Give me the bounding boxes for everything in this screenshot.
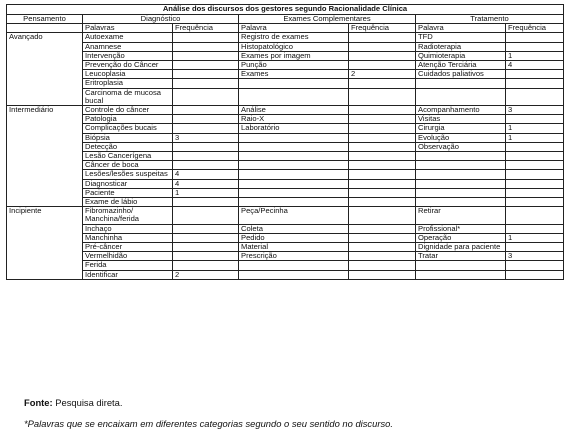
- frequency-cell: [173, 243, 239, 252]
- word-cell: Laboratório: [239, 124, 349, 133]
- table-row: [7, 51, 564, 60]
- word-cell: [416, 88, 506, 105]
- frequency-cell: [349, 243, 416, 252]
- table-row: [7, 188, 564, 197]
- table-row: [7, 61, 564, 70]
- word-cell: Controle do câncer: [83, 106, 173, 115]
- frequency-cell: 1: [506, 233, 564, 242]
- word-cell: [416, 198, 506, 207]
- word-cell: Ferida: [83, 261, 173, 270]
- frequency-cell: 3: [173, 133, 239, 142]
- word-cell: [239, 170, 349, 179]
- word-cell: [239, 88, 349, 105]
- word-cell: Biópsia: [83, 133, 173, 142]
- table-row: [7, 233, 564, 242]
- header-exames: Exames Complementares: [239, 15, 416, 24]
- table-row: [7, 198, 564, 207]
- word-cell: Exames: [239, 70, 349, 79]
- frequency-cell: [349, 61, 416, 70]
- frequency-cell: [349, 198, 416, 207]
- frequency-cell: [173, 106, 239, 115]
- table-row: [7, 170, 564, 179]
- word-cell: [416, 270, 506, 279]
- frequency-cell: [349, 252, 416, 261]
- word-cell: Punção: [239, 61, 349, 70]
- table-row: [7, 115, 564, 124]
- sub-header-diag-palavras: Palavras: [83, 24, 173, 33]
- word-cell: Anamnese: [83, 42, 173, 51]
- word-cell: Diagnosticar: [83, 179, 173, 188]
- frequency-cell: [173, 161, 239, 170]
- frequency-cell: [349, 233, 416, 242]
- table-row: [7, 133, 564, 142]
- sub-header-diag-freq: Frequência: [173, 24, 239, 33]
- frequency-cell: [506, 115, 564, 124]
- frequency-cell: [506, 243, 564, 252]
- word-cell: Vermelhidão: [83, 252, 173, 261]
- word-cell: [239, 179, 349, 188]
- frequency-cell: 2: [349, 70, 416, 79]
- frequency-cell: [173, 33, 239, 42]
- word-cell: Detecção: [83, 142, 173, 151]
- word-cell: Complicações bucais: [83, 124, 173, 133]
- frequency-cell: [349, 51, 416, 60]
- word-cell: TFD: [416, 33, 506, 42]
- word-cell: [416, 161, 506, 170]
- word-cell: Profissional*: [416, 224, 506, 233]
- frequency-cell: [506, 207, 564, 224]
- frequency-cell: [349, 79, 416, 88]
- frequency-cell: [173, 61, 239, 70]
- frequency-cell: [349, 133, 416, 142]
- word-cell: Lesões/lesões suspeitas: [83, 170, 173, 179]
- word-cell: Câncer de boca: [83, 161, 173, 170]
- frequency-cell: [506, 70, 564, 79]
- table-row: [7, 70, 564, 79]
- frequency-cell: [173, 51, 239, 60]
- frequency-cell: [349, 161, 416, 170]
- table-row: [7, 224, 564, 233]
- frequency-cell: [506, 142, 564, 151]
- word-cell: Paciente: [83, 188, 173, 197]
- word-cell: [239, 133, 349, 142]
- word-cell: Atenção Terciária: [416, 61, 506, 70]
- frequency-cell: 2: [173, 270, 239, 279]
- word-cell: [239, 270, 349, 279]
- word-cell: Quimioterapia: [416, 51, 506, 60]
- frequency-cell: [506, 261, 564, 270]
- word-cell: [239, 261, 349, 270]
- word-cell: Material: [239, 243, 349, 252]
- frequency-cell: [173, 233, 239, 242]
- word-cell: Manchinha: [83, 233, 173, 242]
- word-cell: Fibromazinho/ Manchina/ferida: [83, 207, 173, 224]
- table-row: [7, 79, 564, 88]
- word-cell: Autoexame: [83, 33, 173, 42]
- frequency-cell: [349, 170, 416, 179]
- frequency-cell: 4: [506, 61, 564, 70]
- word-cell: Dignidade para paciente: [416, 243, 506, 252]
- frequency-cell: [173, 261, 239, 270]
- word-cell: Inchaço: [83, 224, 173, 233]
- word-cell: Intervenção: [83, 51, 173, 60]
- word-cell: Lesão Cancerígena: [83, 152, 173, 161]
- frequency-cell: [349, 152, 416, 161]
- word-cell: Observação: [416, 142, 506, 151]
- frequency-cell: [506, 198, 564, 207]
- word-cell: Prescrição: [239, 252, 349, 261]
- frequency-cell: [506, 33, 564, 42]
- frequency-cell: [349, 115, 416, 124]
- word-cell: [239, 79, 349, 88]
- word-cell: Pedido: [239, 233, 349, 242]
- table-title: Análise dos discursos dos gestores segundo Racionalidade Clínica: [7, 5, 564, 15]
- frequency-cell: [506, 152, 564, 161]
- source-label: Fonte:: [24, 397, 53, 408]
- frequency-cell: [506, 224, 564, 233]
- group-label: Avançado: [7, 33, 83, 106]
- word-cell: Histopatológico: [239, 42, 349, 51]
- word-cell: Cirurgia: [416, 124, 506, 133]
- frequency-cell: [349, 207, 416, 224]
- frequency-cell: 4: [173, 179, 239, 188]
- table-row: [7, 124, 564, 133]
- table-row: [7, 88, 564, 105]
- frequency-cell: 3: [506, 252, 564, 261]
- discourse-analysis-table: [6, 4, 564, 280]
- table-row: [7, 243, 564, 252]
- word-cell: Exames por imagem: [239, 51, 349, 60]
- frequency-cell: [173, 124, 239, 133]
- word-cell: [239, 161, 349, 170]
- source-line: [24, 397, 122, 408]
- word-cell: [239, 188, 349, 197]
- word-cell: Radioterapia: [416, 42, 506, 51]
- word-cell: Identificar: [83, 270, 173, 279]
- frequency-cell: [349, 142, 416, 151]
- word-cell: Análise: [239, 106, 349, 115]
- frequency-cell: [349, 261, 416, 270]
- frequency-cell: [506, 270, 564, 279]
- word-cell: Exame de lábio: [83, 198, 173, 207]
- frequency-cell: [173, 79, 239, 88]
- header-pensamento: Pensamento: [7, 15, 83, 24]
- frequency-cell: 1: [506, 124, 564, 133]
- frequency-cell: [173, 115, 239, 124]
- word-cell: [416, 261, 506, 270]
- word-cell: [239, 142, 349, 151]
- sub-header-exam-freq: Frequência: [349, 24, 416, 33]
- word-cell: Cuidados paliativos: [416, 70, 506, 79]
- frequency-cell: [349, 88, 416, 105]
- frequency-cell: [349, 270, 416, 279]
- word-cell: Acompanhamento: [416, 106, 506, 115]
- sub-header-exam-palavra: Palavra: [239, 24, 349, 33]
- word-cell: [416, 188, 506, 197]
- frequency-cell: [173, 152, 239, 161]
- word-cell: [239, 198, 349, 207]
- sub-header-trat-freq: Frequência: [506, 24, 564, 33]
- footnote: *Palavras que se encaixam em diferentes categorias segundo o seu sentido no discurso.: [24, 418, 393, 429]
- frequency-cell: [349, 33, 416, 42]
- frequency-cell: [506, 88, 564, 105]
- table-row: [7, 207, 564, 224]
- frequency-cell: [506, 42, 564, 51]
- frequency-cell: [506, 79, 564, 88]
- frequency-cell: [349, 106, 416, 115]
- table-row: [7, 252, 564, 261]
- frequency-cell: [506, 179, 564, 188]
- header-tratamento: Tratamento: [416, 15, 564, 24]
- word-cell: Patologia: [83, 115, 173, 124]
- word-cell: Coleta: [239, 224, 349, 233]
- word-cell: [239, 152, 349, 161]
- frequency-cell: [173, 198, 239, 207]
- table-row: [7, 42, 564, 51]
- word-cell: Registro de exames: [239, 33, 349, 42]
- sub-header-row: [7, 24, 564, 33]
- sub-header-trat-palavra: Palavra: [416, 24, 506, 33]
- frequency-cell: [349, 224, 416, 233]
- frequency-cell: [173, 70, 239, 79]
- table-row: [7, 270, 564, 279]
- frequency-cell: 1: [173, 188, 239, 197]
- frequency-cell: [506, 188, 564, 197]
- word-cell: Visitas: [416, 115, 506, 124]
- word-cell: Peça/Pecinha: [239, 207, 349, 224]
- word-cell: Retirar: [416, 207, 506, 224]
- word-cell: Operação: [416, 233, 506, 242]
- sub-header-blank: [7, 24, 83, 33]
- frequency-cell: [349, 188, 416, 197]
- word-cell: Leucoplasia: [83, 70, 173, 79]
- frequency-cell: 1: [506, 133, 564, 142]
- word-cell: Eritroplasia: [83, 79, 173, 88]
- frequency-cell: [173, 224, 239, 233]
- frequency-cell: 3: [506, 106, 564, 115]
- table-row: [7, 33, 564, 42]
- table-body: [7, 24, 564, 280]
- word-cell: Prevenção do Câncer: [83, 61, 173, 70]
- group-label: Intermediário: [7, 106, 83, 207]
- word-cell: [416, 170, 506, 179]
- source-text: Pesquisa direta.: [52, 397, 123, 408]
- frequency-cell: [173, 142, 239, 151]
- word-cell: [416, 179, 506, 188]
- frequency-cell: [173, 252, 239, 261]
- group-label: Incipiente: [7, 207, 83, 280]
- word-cell: [416, 152, 506, 161]
- frequency-cell: [173, 42, 239, 51]
- word-cell: Carcinoma de mucosa bucal: [83, 88, 173, 105]
- table-row: [7, 161, 564, 170]
- word-cell: Raio-X: [239, 115, 349, 124]
- frequency-cell: [349, 179, 416, 188]
- table-row: [7, 142, 564, 151]
- word-cell: [416, 79, 506, 88]
- word-cell: Pré-câncer: [83, 243, 173, 252]
- frequency-cell: [173, 88, 239, 105]
- table-row: [7, 106, 564, 115]
- table-row: [7, 179, 564, 188]
- table-row: [7, 152, 564, 161]
- frequency-cell: [349, 42, 416, 51]
- frequency-cell: [506, 161, 564, 170]
- word-cell: Tratar: [416, 252, 506, 261]
- frequency-cell: 1: [506, 51, 564, 60]
- word-cell: Evolução: [416, 133, 506, 142]
- frequency-cell: [349, 124, 416, 133]
- frequency-cell: [506, 170, 564, 179]
- table-row: [7, 261, 564, 270]
- frequency-cell: 4: [173, 170, 239, 179]
- frequency-cell: [173, 207, 239, 224]
- header-diagnostico: Diagnóstico: [83, 15, 239, 24]
